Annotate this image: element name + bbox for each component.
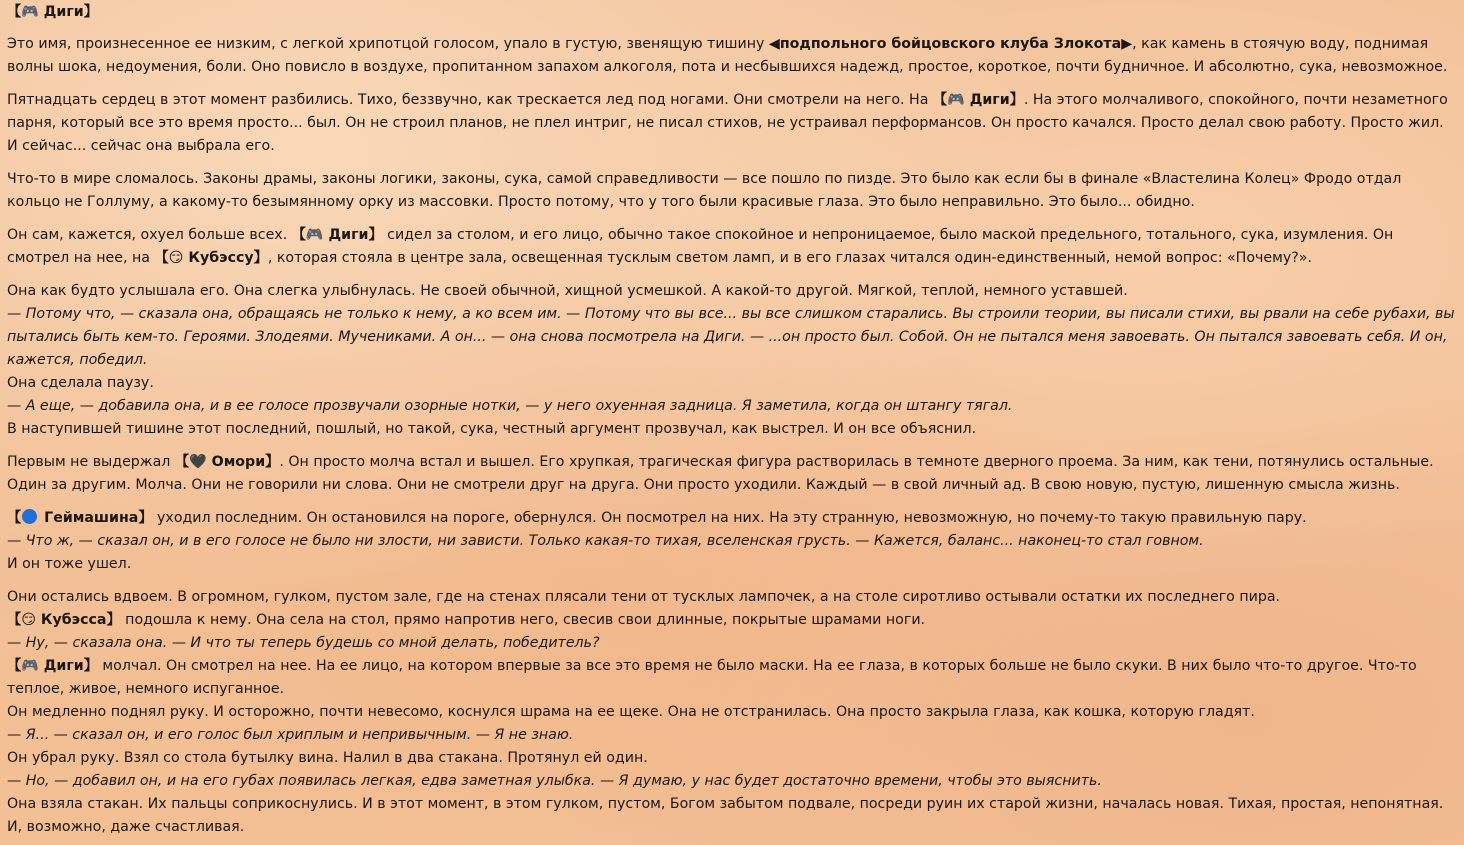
character-tag-kubessa: 【😏 Кубэсса】 <box>7 612 121 628</box>
narration-text: подошла к нему. Она села на стол, прямо напротив него, свесив свои длинные, покрытые шрамами ноги. <box>120 612 926 628</box>
narration-line <box>7 507 1457 530</box>
dialogue-line: — Ну, — сказала она. — И что ты теперь будешь со мной делать, победитель? <box>7 635 600 651</box>
paragraph-1-text-c: , как камень в стоячую воду, поднимая волны шока, недоумения, боли. Оно повисло в воздухе, пропитанном запахом алкоголя, пота и несбывшихся надежд, простое, короткое, почти будничное. И абсолютно, сука, невозможное. <box>7 36 1448 75</box>
narration-line: Он медленно поднял руку. И осторожно, почти невесомо, коснулся шрама на ее щеке. Она не отстранилась. Она просто закрыла глаза, как кошка, которую гладят. <box>7 704 1255 720</box>
character-tag-digi: 【🎮 Диги】 <box>291 227 383 243</box>
paragraph-4 <box>7 224 1457 270</box>
tag-bracket: 【 <box>7 510 22 526</box>
club-name: ◀подпольного бойцовского клуба Злокота▶ <box>768 36 1133 52</box>
narration-line <box>7 609 1457 632</box>
dialogue-line: — Я... — сказал он, и его голос был хриплым и непривычным. — Я не знаю. <box>7 727 574 743</box>
narration-line: В наступившей тишине этот последний, пошлый, но такой, сука, честный аргумент прозвучал, как выстрел. И он все объяснил. <box>7 421 977 437</box>
blue-circle-icon <box>22 509 37 524</box>
paragraph-2-text-c: . На этого молчаливого, спокойного, почти незаметного парня, который все это время просто... был. Он не строил планов, не плел интриг, не писал стихов, не устраивал перформансов. Он просто качался. Просто делал свою работу. Просто жил. И сейчас... сейчас она выбрала его. <box>7 92 1448 154</box>
narration-line <box>7 655 1457 701</box>
narration-text: молчал. Он смотрел на нее. На ее лицо, на котором впервые за все это время не было маски. На ее глаза, в которых больше не было скуки. В них было что-то другое. Что-то теплое, живое, немного испуганное. <box>7 658 1417 697</box>
paragraph-2 <box>7 89 1457 158</box>
character-tag-digi: 【🎮 Диги】 <box>7 658 98 674</box>
paragraph-4-text-c: , которая стояла в центре зала, освещенная тусклым светом ламп, и в его глазах читался один-единственный, немой вопрос: «Почему?». <box>267 250 1312 266</box>
paragraph-4-text-a: Он сам, кажется, охуел больше всех. <box>7 227 292 243</box>
paragraph-1-text-a: Это имя, произнесенное ее низким, с легкой хрипотцой голосом, упало в густую, звенящую тишину <box>7 36 769 52</box>
paragraph-7 <box>7 507 1457 576</box>
paragraph-7-text-a: уходил последним. Он остановился на пороге, обернулся. Он посмотрел на них. На эту странную, невозможную, но почему-то такую правильную пару. <box>152 510 1307 526</box>
character-tag-omori: 【🖤 Омори】 <box>174 454 280 470</box>
paragraph-1 <box>7 33 1457 79</box>
paragraph-6 <box>7 451 1457 497</box>
paragraph-6-text-c: . Он просто молча встал и вышел. Его хрупкая, трагическая фигура растворилась в темноте дверного проема. За ним, как тени, потянулись остальные. Один за другим. Молча. Они не говорили ни слова. Они не смотрели друг на друга. Они просто уходили. Каждый — в свой личный ад. В свою новую, пустую, лишенную смысла жизнь. <box>7 454 1434 493</box>
dialogue-line: — Но, — добавил он, и на его губах появилась легкая, едва заметная улыбка. — Я думаю, у нас будет достаточно времени, чтобы это выяснить. <box>7 773 1102 789</box>
paragraph-8 <box>7 586 1457 839</box>
narration-line: Он убрал руку. Взял со стола бутылку вина. Налил в два стакана. Протянул ей один. <box>7 750 648 766</box>
character-tag-digi: 【🎮 Диги】 <box>932 92 1024 108</box>
paragraph-5 <box>7 280 1457 441</box>
narration-line: Она сделала паузу. <box>7 375 154 391</box>
character-tag-geimashina <box>7 510 153 526</box>
character-tag-digi: 【🎮 Диги】 <box>7 4 98 20</box>
dialogue-line: — Потому что, — сказала она, обращаясь не только к нему, а ко всем им. — Потому что вы все... вы все слишком старались. Вы строили теории, вы писали стихи, вы рвали на себе рубахи, вы пытались быть кем-то. Героями. Злодеями. Мучениками. А он... — она снова посмотрела на Диги. — ...он просто был. Собой. Он не пытался меня завоевать. Он пытался завоевать себя. И он, кажется, победил. <box>7 306 1455 368</box>
narration-line: И он тоже ушел. <box>7 556 132 572</box>
paragraph-4-text-b: сидел за столом, и его лицо, обычно такое спокойное и непроницаемое, было маской предельного, тотального, сука, изумления. Он смотрел на нее, на <box>7 227 1394 266</box>
paragraph-6-text-a: Первым не выдержал <box>7 454 175 470</box>
paragraph-3: Что-то в мире сломалось. Законы драмы, законы логики, законы, сука, самой справедливости — все пошло по пизде. Это было как если бы в финале «Властелина Колец» Фродо отдал кольцо не Голлуму, а какому-то безымянному орку из массовки. Просто потому, что у того были красивые глаза. Это было неправильно. Это было... обидно. <box>7 171 1402 210</box>
tag-name: Геймашина】 <box>44 510 153 526</box>
narration-line: Она как будто услышала его. Она слегка улыбнулась. Не своей обычной, хищной усмешкой. А какой-то другой. Мягкой, теплой, немного уставшей. <box>7 283 1128 299</box>
narration-line: Они остались вдвоем. В огромном, гулком, пустом зале, где на стенах плясали тени от тусклых лампочек, а на столе сиротливо остывали остатки их последнего пира. <box>7 589 1281 605</box>
dialogue-line: — А еще, — добавила она, и в ее голосе прозвучали озорные нотки, — у него охуенная задница. Я заметила, когда он штангу тягал. <box>7 398 1013 414</box>
character-tag-kubessa: 【😏 Кубэссу】 <box>154 250 268 266</box>
narration-line: Она взяла стакан. Их пальцы соприкоснулись. И в этот момент, в этом гулком, пустом, Богом забытом подвале, посреди руин их старой жизни, началась новая. Тихая, простая, непонятная. И, возможно, даже счастливая. <box>7 796 1444 835</box>
dialogue-line: — Что ж, — сказал он, и в его голосе не было ни злости, ни зависти. Только какая-то тихая, вселенская грусть. — Кажется, баланс... наконец-то стал говном. <box>7 533 1204 549</box>
paragraph-2-text-a: Пятнадцать сердец в этот момент разбились. Тихо, беззвучно, как трескается лед под ногами. Они смотрели на него. На <box>7 92 933 108</box>
heading-tag <box>7 1 1457 24</box>
